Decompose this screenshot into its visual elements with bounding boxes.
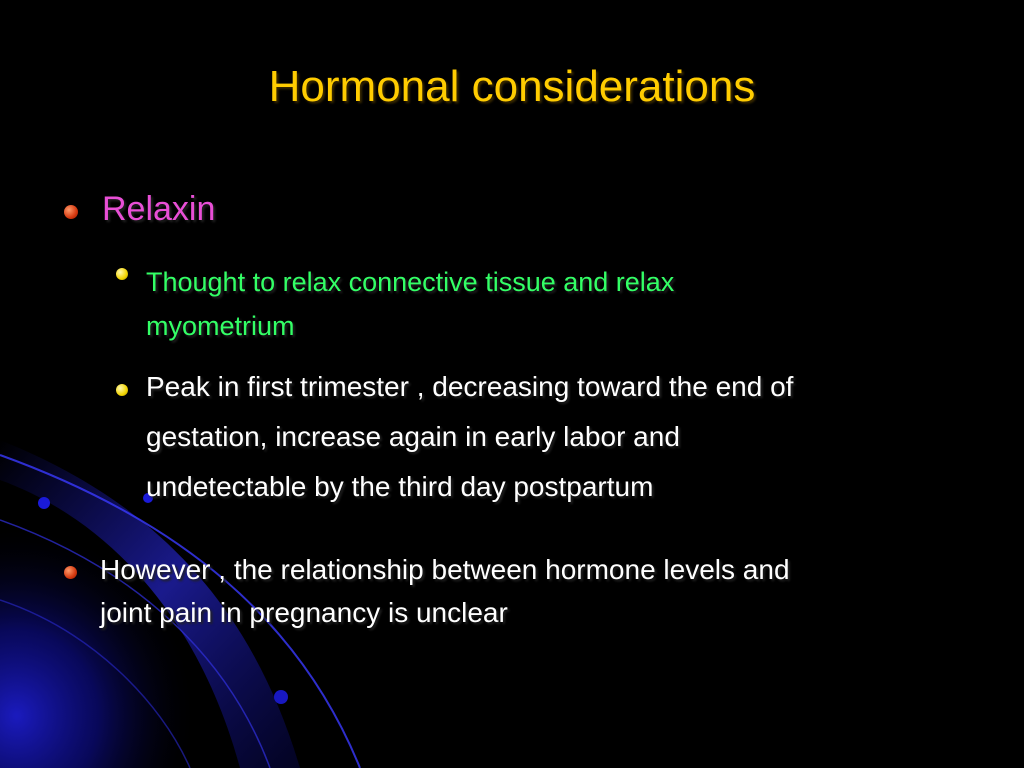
bullet-dot-icon bbox=[64, 205, 78, 219]
sub-bullet-line: gestation, increase again in early labor and bbox=[146, 421, 680, 452]
decor-dot bbox=[38, 497, 50, 509]
slide-title: Hormonal considerations bbox=[268, 62, 756, 111]
sub-bullet-line: Peak in first trimester , decreasing toward the end of bbox=[146, 371, 794, 402]
sub-bullet-line: undetectable by the third day postpartum bbox=[146, 471, 654, 502]
bullet-dot-icon bbox=[64, 566, 77, 579]
sub-bullet-dot-icon bbox=[116, 384, 128, 396]
sub-bullet-dot-icon bbox=[116, 268, 128, 280]
decor-dot bbox=[274, 690, 288, 704]
sub-bullet-line: myometrium bbox=[146, 311, 295, 341]
bullet-line: However , the relationship between hormone levels and bbox=[100, 554, 790, 585]
sub-bullet-line: Thought to relax connective tissue and relax bbox=[146, 267, 675, 297]
bullet-line: joint pain in pregnancy is unclear bbox=[100, 597, 508, 628]
bullet-relaxin: Relaxin bbox=[102, 190, 216, 228]
